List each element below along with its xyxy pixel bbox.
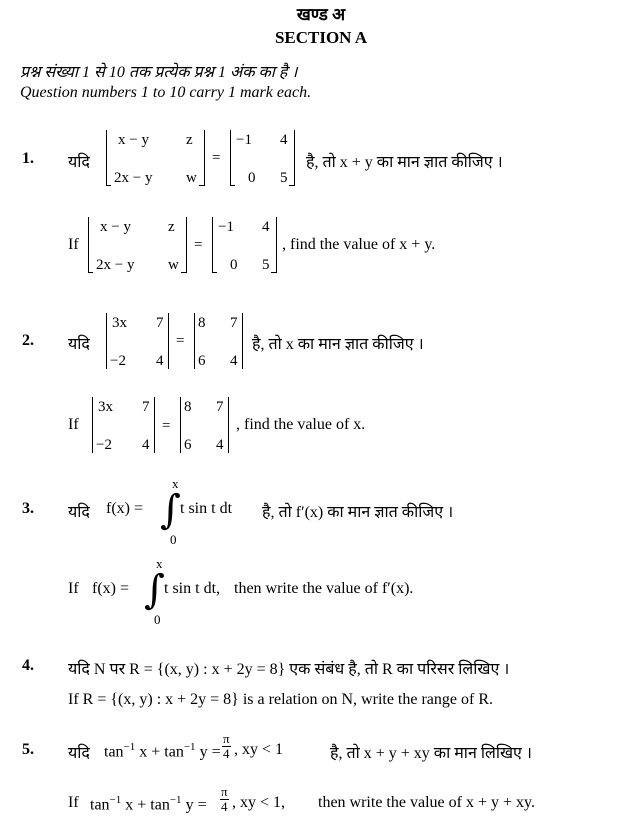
tan-label: tan (104, 743, 124, 761)
question-text-hindi: है, तो x + y + xy का मान लिखिए । (330, 745, 532, 762)
determinant-rhs (180, 392, 230, 458)
inverse-superscript: −1 (169, 794, 182, 806)
det-cell: 7 (156, 315, 164, 331)
matrix-cell: x − y (100, 219, 131, 235)
determinant-lhs (106, 308, 170, 374)
matrix-rhs (230, 125, 298, 191)
inverse-superscript: −1 (183, 741, 196, 753)
equation-part: x + tan (139, 743, 184, 761)
fraction-pi-over-4 (220, 785, 229, 814)
matrix-cell: 5 (262, 257, 270, 273)
matrix-cell: 2x − y (96, 257, 135, 273)
det-cell: 7 (216, 399, 224, 415)
integrand: t sin t dt (180, 500, 233, 517)
matrix-cell: 0 (230, 257, 238, 273)
inverse-superscript: −1 (109, 794, 122, 806)
matrix-cell: −1 (236, 132, 252, 148)
det-cell: −2 (110, 353, 126, 369)
question-number: 3. (22, 500, 34, 517)
integral-sign-icon: ∫ (144, 567, 165, 613)
question-number: 2. (22, 332, 34, 349)
equals-sign: = (176, 333, 185, 349)
section-title-hindi: खण्ड अ (296, 5, 346, 24)
instructions-hindi: प्रश्न संख्या 1 से 10 तक प्रत्येक प्रश्न 1 अंक का है । (20, 64, 298, 81)
yadi-label: यदि (68, 336, 90, 353)
matrix-cell: 4 (262, 219, 270, 235)
question-text: then write the value of f′(x). (234, 580, 414, 597)
question-text: , find the value of x + y. (282, 236, 436, 253)
question-number: 5. (22, 741, 34, 758)
equation-part: y = (199, 743, 221, 761)
matrix-cell: z (168, 219, 175, 235)
matrix-cell: 2x − y (114, 170, 153, 186)
function-label: f(x) = (92, 580, 130, 597)
det-cell: 6 (184, 437, 192, 453)
det-cell: 4 (142, 437, 150, 453)
question-text-hindi: यदि N पर R = {(x, y) : x + 2y = 8} एक संबंध है, तो R का परिसर लिखिए । (68, 661, 510, 678)
upper-limit: x (156, 556, 163, 571)
question-number: 1. (22, 150, 34, 167)
yadi-label: यदि (68, 504, 90, 521)
equals-sign: = (162, 418, 171, 434)
det-cell: 4 (216, 437, 224, 453)
tan-label: tan (90, 796, 110, 814)
matrix-cell: z (186, 132, 193, 148)
matrix-cell: w (186, 170, 197, 186)
question-text: then write the value of x + y + xy. (318, 794, 535, 811)
fraction-numerator: π (221, 784, 228, 799)
equals-sign: = (212, 150, 221, 166)
matrix-lhs (106, 125, 206, 191)
question-text: , find the value of x. (236, 416, 366, 433)
equation-part: y = (185, 796, 207, 814)
det-cell: 7 (142, 399, 150, 415)
det-cell: 4 (156, 353, 164, 369)
equation (90, 794, 207, 814)
fraction-denominator: 4 (221, 799, 228, 814)
question-text: If R = {(x, y) : x + 2y = 8} is a relation on N, write the range of R. (68, 691, 494, 708)
function-label: f(x) = (106, 500, 144, 517)
det-cell: 6 (198, 353, 206, 369)
det-cell: −2 (96, 437, 112, 453)
fraction-numerator: π (223, 731, 230, 746)
matrix-cell: −1 (218, 219, 234, 235)
det-cell: 8 (198, 315, 206, 331)
condition: , xy < 1, (232, 794, 286, 811)
lower-limit: 0 (170, 532, 177, 547)
inverse-superscript: −1 (123, 741, 136, 753)
question-text-hindi: है, तो x का मान ज्ञात कीजिए । (252, 336, 424, 353)
upper-limit: x (172, 476, 179, 491)
fraction-denominator: 4 (223, 746, 230, 761)
det-cell: 4 (230, 353, 238, 369)
determinant-lhs (92, 392, 156, 458)
matrix-cell: 4 (280, 132, 288, 148)
condition: , xy < 1 (234, 741, 284, 758)
lower-limit: 0 (154, 612, 161, 627)
question-number: 4. (22, 657, 34, 674)
matrix-cell: 0 (248, 170, 256, 186)
if-label: If (68, 236, 79, 253)
matrix-rhs (212, 212, 280, 278)
matrix-cell: w (168, 257, 179, 273)
det-cell: 3x (98, 399, 113, 415)
if-label: If (68, 794, 79, 811)
determinant-rhs (194, 308, 244, 374)
matrix-cell: x − y (118, 132, 149, 148)
question-text-hindi: है, तो f′(x) का मान ज्ञात कीजिए । (262, 504, 454, 521)
equals-sign: = (194, 237, 203, 253)
yadi-label: यदि (68, 154, 90, 171)
fraction-pi-over-4 (222, 732, 231, 761)
matrix-lhs (88, 212, 188, 278)
if-label: If (68, 416, 79, 433)
integrand: t sin t dt, (164, 580, 221, 597)
section-title: SECTION A (274, 28, 368, 47)
instructions: Question numbers 1 to 10 carry 1 mark each. (20, 84, 312, 101)
matrix-cell: 5 (280, 170, 288, 186)
equation (104, 741, 221, 761)
det-cell: 7 (230, 315, 238, 331)
det-cell: 3x (112, 315, 127, 331)
yadi-label: यदि (68, 745, 90, 762)
if-label: If (68, 580, 79, 597)
integral-sign-icon: ∫ (160, 487, 181, 533)
equation-part: x + tan (125, 796, 170, 814)
question-text-hindi: है, तो x + y का मान ज्ञात कीजिए । (306, 154, 503, 171)
det-cell: 8 (184, 399, 192, 415)
